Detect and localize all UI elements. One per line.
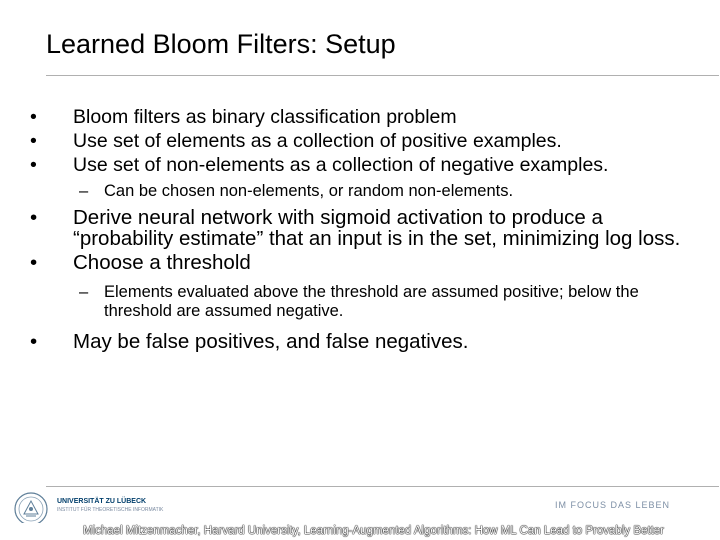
bullet-marker: • (30, 206, 38, 229)
bullet-text: Use set of non-elements as a collection of negative examples. (73, 154, 609, 176)
bullet-item (26, 107, 686, 128)
university-seal-icon (14, 492, 48, 526)
bullet-marker: • (30, 251, 38, 274)
bullet-text: Derive neural network with sigmoid activation to produce a “probability estimate” that an input is in the set, minimizing log loss. (73, 206, 681, 250)
sub-bullet-marker: – (79, 182, 89, 200)
bullet-marker: • (30, 130, 37, 152)
footer-credit: Michael Mitzenmacher, Harvard University, Learning-Augmented Algorithms: How ML Can Lead to Provably Better (83, 525, 665, 537)
bullet-text: Use set of elements as a collection of positive examples. (73, 130, 562, 152)
bullet-item (26, 131, 686, 152)
bullet-marker: • (30, 154, 37, 176)
bullet-text: May be false positives, and false negatives. (73, 330, 469, 353)
bullet-text: Bloom filters as binary classification problem (73, 106, 457, 128)
sub-bullet-marker: – (79, 283, 89, 301)
bullet-marker: • (30, 330, 38, 353)
university-motto: IM FOCUS DAS LEBEN (554, 500, 670, 510)
bullet-item (26, 155, 686, 176)
slide-title: Learned Bloom Filters: Setup (46, 29, 396, 59)
sub-bullet-text: Can be chosen non-elements, or random non-elements. (104, 182, 514, 200)
bullet-item (26, 331, 686, 352)
slide-body (26, 107, 686, 352)
bullet-item (26, 207, 686, 249)
sub-bullet-item (26, 182, 686, 201)
bullet-text: Choose a threshold (73, 251, 251, 274)
bullet-item (26, 252, 686, 273)
title-divider (46, 75, 719, 76)
sub-bullet-text: Elements evaluated above the threshold are assumed positive; below the threshold are assumed negative. (104, 283, 639, 320)
sub-bullet-item (26, 283, 686, 321)
university-department: INSTITUT FÜR THEORETISCHE INFORMATIK (57, 507, 164, 513)
bullet-marker: • (30, 106, 37, 128)
footer-divider (46, 486, 719, 487)
university-name: UNIVERSITÄT ZU LÜBECK (57, 498, 147, 505)
